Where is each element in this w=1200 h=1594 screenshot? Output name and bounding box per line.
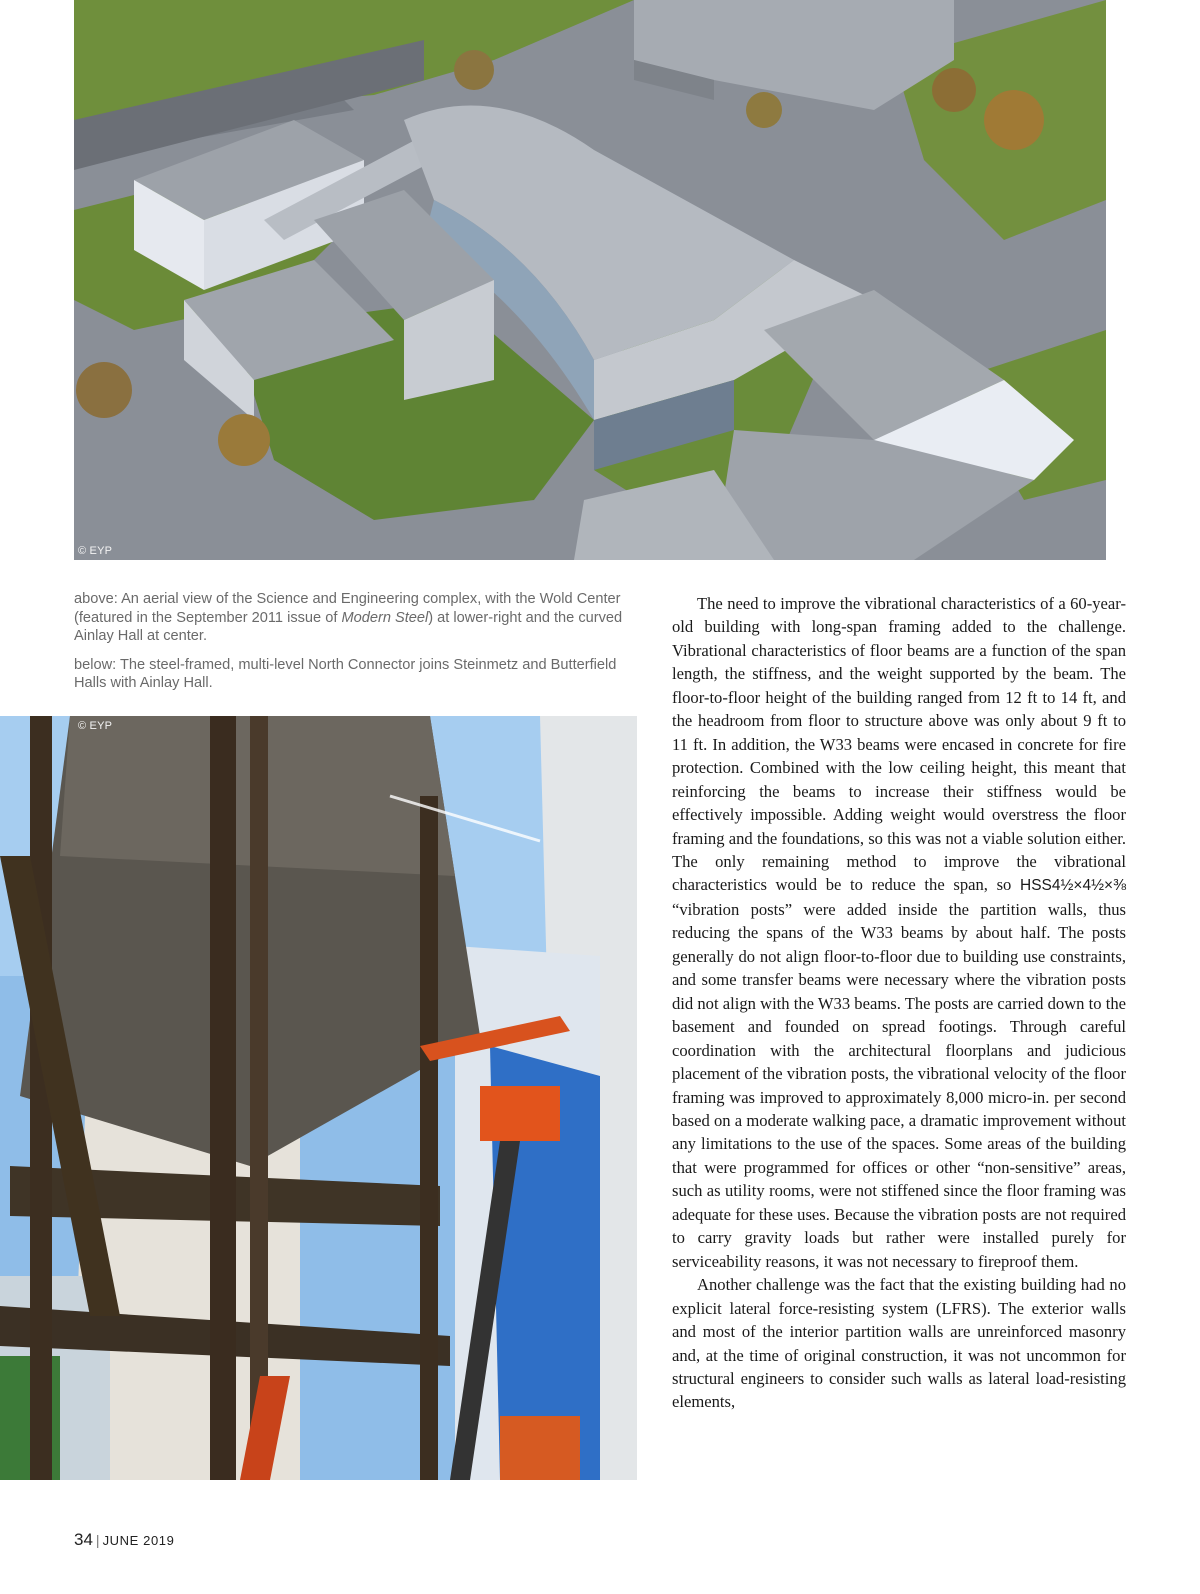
connector-photo-credit: © EYP [78,720,113,732]
article-paragraph: Another challenge was the fact that the existing building had no explicit lateral force-resisting system (LFRS). The exterior walls and most of the interior partition walls are unreinforced masonry and, at the time of original construction, it was not uncommon for structural engineers to consider such walls as lateral load-resisting elements, [672,1275,1126,1412]
article-paragraph: The need to improve the vibrational characteristics of a 60-year-old building with long-span framing added to the challenge. Vibrational characteristics of floor beams are a function of the span length, the stiffness, and the weight supported by the beam. The floor-to-floor height of the building ranged from 12 ft to 14 ft, and the headroom from floor to structure above was only about 9 ft to 11 ft. In addition, the W33 beams were encased in concrete for fire protection. Combined with the low ceiling height, this meant that reinforcing the beams to increase their stiffness would be effectively impossible. Adding weight would overstress the floor framing and the foundations, so this was not a viable solution either. The only remaining method to improve the vibrational characteristics would be to reduce the span, so HSS4½×4½×⅜ “vibration posts” were added inside the partition walls, thus reducing the spans of the W33 beams by about half. The posts generally do not align floor-to-floor due to building use constraints, and some transfer beams were necessary where the vibration posts did not align with the W33 beams. The posts are carried down to the basement and founded on spread footings. Through careful coordination with the architectural floorplans and judicious placement of the vibration posts, the vibrational velocity of the floor framing was improved to approximately 8,000 micro-in. per second based on a moderate walking pace, a dramatic improvement without any limitations to the use of the spaces. Some areas of the building that were programmed for offices or other “non-sensitive” areas, such as utility rooms, were not stiffened since the floor framing was adequate for these uses. Because the vibration posts are not required to carry gravity loads but rather were installed purely for serviceability reasons, it was not necessary to fireproof them. [672,594,1126,1271]
aerial-photo-credit: © EYP [78,545,113,557]
page-number: 34 [74,1530,93,1549]
article-body [672,592,1126,1414]
aerial-photo [74,0,1106,560]
caption-above: above: An aerial view of the Science and Engineering complex, with the Wold Center (featured in the September 2011 issue of Modern Steel) at lower-right and the curved Ainlay Hall at center. [74,591,623,644]
footer-separator: | [95,1532,100,1548]
caption-below: below: The steel-framed, multi-level North Connector joins Steinmetz and Butterfield Halls with Ainlay Hall. [74,656,617,691]
page-footer [74,1530,174,1550]
issue-date: JUNE 2019 [102,1533,175,1548]
photo-captions [74,590,642,703]
connector-photo [0,716,637,1480]
